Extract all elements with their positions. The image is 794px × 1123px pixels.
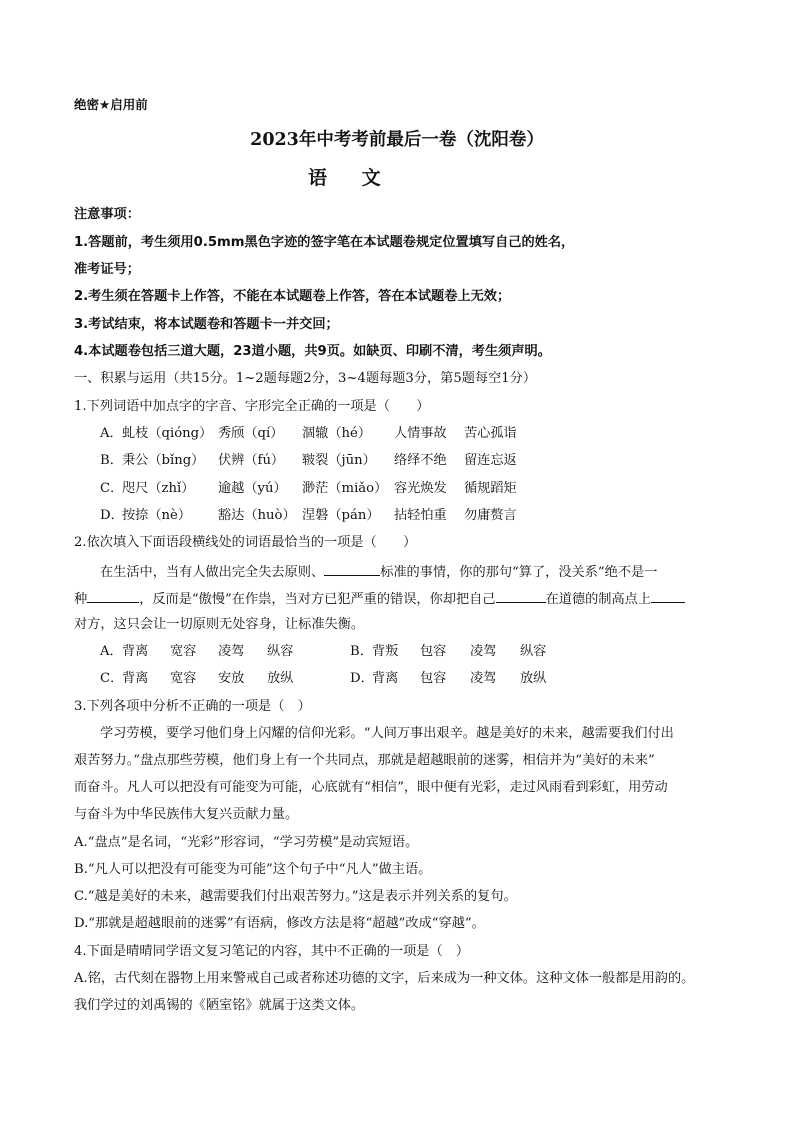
exam-title: 2023年中考考前最后一卷（沈阳卷） bbox=[250, 130, 544, 150]
passage-line: 学习劳模，要学习他们身上闪耀的信仰光彩。“人间万事出艰辛。越是美好的未来，越需要我们付出 bbox=[100, 726, 674, 741]
exam-page: 绝密★启用前 2023年中考考前最后一卷（沈阳卷） 语 文 注意事项： 1.答题前，考生须用0.5mm黑色字迹的签字笔在本试题卷规定位置填写自己的姓名， 准考证号； 2.考生须在答题卡上作答，不能在本试题卷上作答，答在本试题卷上无效； 3.考试结束，将本试题卷和答题卡一并交回； 4.本试题卷包括三道大题，23道小题，共9页。如缺页、印刷不清，考生须声明。 一、积累与运用（共15分。1~2题每题2分，3~4题每题3分，第5题每空1分） 1.下列词语中加点字的字音、字形完全正确的一项是（ ） A． 虬枝（qióng） 秀颀（qí） 涸辙（hé） 人情事故 苦心孤诣 B． 秉公（bǐng） 伏辨（fú） 皲裂（jūn） 络绎不绝 留连忘返 C． 咫尺（zhǐ） 逾越（yú） 渺茫（miǎo） 容光焕发 循规蹈矩 D． 按捺（nè） 豁达（huò） 涅磐（pán） 拈轻怕重 勿庸赘言 2.依次填入下面语段横线处的词语最恰当的一项是（ ） 在生活中，当有人做出完全失去原则、 标准的事情，你的那句“算了，没关系”绝不是一 种 ，反而是“傲慢”在作祟，当对方已犯严重的错误，你却把自己 在道德的制高点上 对方，这只会让一切原则无处容身，让标准失衡。 A． 背离 宽容 凌驾 纵容 B． 背叛 包容 凌驾 纵容 C． 背离 宽容 安放 放纵 D． 背离 包容 凌驾 放纵 3.下列各项中分析不正确的一项是（ ） 学习劳模，要学习他们身上闪耀的信仰光彩。“人间万事出艰辛。越是美好的未来，越需要我们付出 艰苦努力。”盘点那些劳模，他们身上有一个共同点，那就是超越眼前的迷雾，相信并为“美好的未来” 而奋斗。凡人可以把没有可能变为可能，心底就有“相信”，眼中便有光彩，走过风雨看到彩虹，用劳动 与奋斗为中华民族伟大复兴贡献力量。 A.“盘点”是名词，“光彩”形容词，“学习劳模”是动宾短语。 B.“凡人可以把没有可能变为可能”这个句子中“凡人”做主语。 C.“越是美好的未来，越需要我们付出艰苦努力。”这是表示并列关系的复句。 D.“那就是超越眼前的迷雾”有语病，修改方法是将“超越”改成“穿越”。 4.下面是晴晴同学语文复习笔记的内容，其中不正确的一项是（ ） A.铭，古代刻在器物上用来警戒自己或者称述功德的文字，后来成为一种文体。这种文体一般都是用韵的。 我们学过的刘禹锡的《陋室铭》就属于这类文体。 bbox=[0, 0, 794, 1123]
fill-blank bbox=[87, 589, 139, 603]
notice-heading: 注意事项： bbox=[74, 207, 140, 222]
q3-option: C.“越是美好的未来，越需要我们付出艰苦努力。”这是表示并列关系的复句。 bbox=[74, 889, 517, 904]
question-stem: 4.下面是晴晴同学语文复习笔记的内容，其中不正确的一项是（ ） bbox=[74, 944, 470, 959]
q3-option: D.“那就是超越眼前的迷雾”有语病，修改方法是将“超越”改成“穿越”。 bbox=[74, 916, 485, 931]
question-stem: 1.下列词语中加点字的字音、字形完全正确的一项是（ ） bbox=[74, 399, 430, 414]
notice-item: 1.答题前，考生须用0.5mm黑色字迹的签字笔在本试题卷规定位置填写自己的姓名， bbox=[74, 235, 575, 250]
secret-label: 绝密★启用前 bbox=[74, 97, 148, 112]
fill-blank bbox=[496, 589, 546, 603]
notice-item: 3.考试结束，将本试题卷和答题卡一并交回； bbox=[74, 317, 339, 332]
passage-line: 在生活中，当有人做出完全失去原则、 标准的事情，你的那句“算了，没关系”绝不是一 bbox=[100, 562, 657, 582]
notice-item: 4.本试题卷包括三道大题，23道小题，共9页。如缺页、印刷不清，考生须声明。 bbox=[74, 344, 551, 359]
subject-title: 语 文 bbox=[308, 167, 395, 189]
passage-line: 艰苦努力。”盘点那些劳模，他们身上有一个共同点，那就是超越眼前的迷雾，相信并为“美好的未来” bbox=[74, 753, 655, 768]
question-stem: 3.下列各项中分析不正确的一项是（ ） bbox=[74, 699, 311, 714]
passage-line: 对方，这只会让一切原则无处容身，让标准失衡。 bbox=[74, 617, 365, 632]
q3-option: B.“凡人可以把没有可能变为可能”这个句子中“凡人”做主语。 bbox=[74, 862, 432, 877]
passage-line: 而奋斗。凡人可以把没有可能变为可能，心底就有“相信”，眼中便有光彩，走过风雨看到彩虹，用劳动 bbox=[74, 780, 668, 795]
fill-blank bbox=[651, 589, 685, 603]
section-heading: 一、积累与运用（共15分。1~2题每题2分，3~4题每题3分，第5题每空1分） bbox=[74, 371, 537, 386]
fill-blank bbox=[324, 562, 380, 576]
passage-line: 种 ，反而是“傲慢”在作祟，当对方已犯严重的错误，你却把自己 在道德的制高点上 bbox=[74, 589, 685, 609]
notice-item: 准考证号； bbox=[74, 262, 140, 277]
passage-line: 与奋斗为中华民族伟大复兴贡献力量。 bbox=[74, 807, 299, 822]
question-stem: 2.依次填入下面语段横线处的词语最恰当的一项是（ ） bbox=[74, 535, 417, 550]
q4-option: A.铭，古代刻在器物上用来警戒自己或者称述功德的文字，后来成为一种文体。这种文体一般都是用韵的。 bbox=[74, 971, 695, 986]
notice-item: 2.考生须在答题卡上作答，不能在本试题卷上作答，答在本试题卷上无效； bbox=[74, 289, 511, 304]
q4-option: 我们学过的刘禹锡的《陋室铭》就属于这类文体。 bbox=[74, 998, 365, 1013]
q3-option: A.“盘点”是名词，“光彩”形容词，“学习劳模”是动宾短语。 bbox=[74, 835, 419, 850]
